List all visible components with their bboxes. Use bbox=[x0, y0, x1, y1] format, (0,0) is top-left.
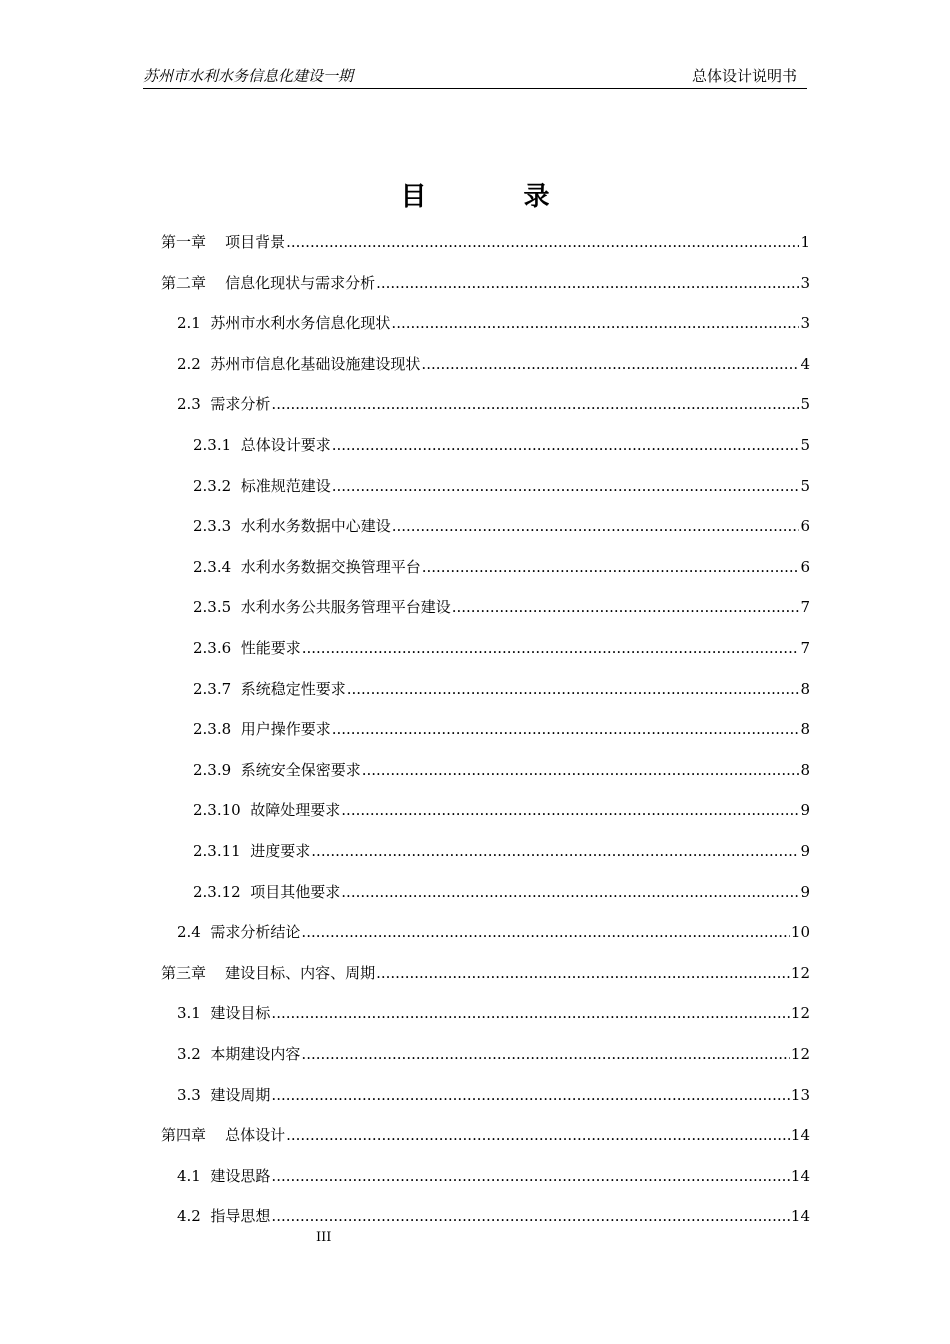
toc-entry-number: 2.1 bbox=[177, 314, 201, 333]
toc-entry-page: 8 bbox=[800, 679, 810, 698]
toc-entry[interactable] bbox=[161, 1124, 810, 1146]
toc-entry[interactable] bbox=[193, 799, 810, 821]
toc-entry-page: 5 bbox=[800, 476, 810, 495]
toc-entry-page: 5 bbox=[800, 436, 810, 454]
toc-entry[interactable] bbox=[177, 1002, 810, 1024]
toc-entry-title: 本期建设内容 bbox=[210, 1045, 301, 1063]
toc-entry-page: 8 bbox=[800, 720, 810, 739]
toc-entry-title: 总体设计 bbox=[225, 1126, 286, 1145]
toc-dot-leader bbox=[392, 515, 800, 537]
toc-dot-leader bbox=[271, 1002, 789, 1024]
toc-entry-page: 14 bbox=[790, 1207, 810, 1226]
toc-entry-page: 7 bbox=[800, 598, 810, 617]
toc-title: 目 录 bbox=[400, 182, 594, 212]
toc-entry-number: 2.3.9 bbox=[193, 760, 232, 779]
toc-dot-leader bbox=[347, 678, 800, 700]
toc-entry[interactable] bbox=[177, 353, 810, 375]
header-document-title: 苏州市水利水务信息化建设一期 bbox=[143, 67, 354, 85]
toc-entry-title: 指导思想 bbox=[210, 1207, 271, 1226]
toc-entry-number: 2.3.7 bbox=[193, 679, 232, 698]
toc-entry-page: 9 bbox=[800, 842, 810, 860]
toc-dot-leader bbox=[376, 272, 799, 294]
toc-entry[interactable] bbox=[161, 962, 810, 984]
toc-entry-title: 苏州市水利水务信息化现状 bbox=[210, 314, 391, 333]
toc-entry[interactable] bbox=[161, 231, 810, 253]
toc-dot-leader bbox=[301, 1043, 789, 1065]
toc-entry[interactable] bbox=[193, 637, 810, 659]
toc-dot-leader bbox=[271, 1205, 789, 1227]
toc-entry[interactable] bbox=[177, 393, 810, 415]
toc-entry-number: 2.3.12 bbox=[193, 882, 241, 901]
toc-entry[interactable] bbox=[193, 596, 810, 618]
toc-dot-leader bbox=[286, 231, 799, 253]
toc-entry-title: 系统安全保密要求 bbox=[240, 760, 361, 779]
toc-dot-leader bbox=[332, 718, 800, 740]
toc-dot-leader bbox=[341, 799, 799, 821]
toc-entry[interactable] bbox=[193, 718, 810, 740]
toc-entry-number: 2.3.10 bbox=[193, 801, 241, 820]
toc-entry-number: 4.1 bbox=[177, 1166, 201, 1185]
toc-entry-number: 2.4 bbox=[177, 923, 201, 942]
toc-entry-title: 苏州市信息化基础设施建设现状 bbox=[210, 354, 421, 373]
toc-entry[interactable] bbox=[177, 312, 810, 334]
toc-entry-page: 7 bbox=[800, 639, 810, 657]
toc-entry-page: 9 bbox=[800, 801, 810, 820]
toc-entry-number: 2.3.6 bbox=[193, 639, 232, 657]
toc-entry[interactable] bbox=[177, 1165, 810, 1187]
toc-entry[interactable] bbox=[193, 678, 810, 700]
toc-dot-leader bbox=[376, 962, 790, 984]
toc-entry-number: 2.3.2 bbox=[193, 476, 232, 495]
toc-entry[interactable] bbox=[193, 556, 810, 578]
toc-entry[interactable] bbox=[193, 515, 810, 537]
toc-entry-page: 8 bbox=[800, 760, 810, 779]
toc-entry-title: 故障处理要求 bbox=[250, 801, 341, 820]
toc-entry-title: 标准规范建设 bbox=[240, 476, 331, 495]
toc-entry-title: 水利水务数据交换管理平台 bbox=[240, 557, 421, 576]
toc-entry-number: 第四章 bbox=[161, 1126, 207, 1145]
toc-dot-leader bbox=[332, 434, 800, 456]
toc-entry-number: 第三章 bbox=[161, 963, 207, 982]
toc-entry-title: 建设目标 bbox=[210, 1004, 271, 1023]
toc-dot-leader bbox=[421, 353, 799, 375]
toc-dot-leader bbox=[311, 840, 799, 862]
toc-entry-title: 总体设计要求 bbox=[240, 436, 331, 454]
toc-entry-number: 2.3.11 bbox=[193, 842, 241, 860]
toc-entry-number: 2.3.4 bbox=[193, 557, 232, 576]
toc-entry-title: 性能要求 bbox=[240, 639, 301, 657]
toc-entry[interactable] bbox=[177, 1205, 810, 1227]
toc-entry[interactable] bbox=[193, 434, 810, 456]
toc-entry-page: 1 bbox=[800, 233, 810, 251]
toc-entry-title: 水利水务公共服务管理平台建设 bbox=[240, 598, 451, 617]
toc-entry-number: 2.3 bbox=[177, 395, 201, 414]
toc-entry-number: 3.1 bbox=[177, 1004, 201, 1023]
toc-entry-title: 需求分析结论 bbox=[210, 923, 301, 942]
toc-entry-title: 系统稳定性要求 bbox=[240, 679, 346, 698]
toc-dot-leader bbox=[286, 1124, 790, 1146]
toc-entry-title: 信息化现状与需求分析 bbox=[225, 273, 376, 292]
toc-entry-page: 12 bbox=[790, 963, 810, 982]
toc-entry-title: 项目其他要求 bbox=[250, 882, 341, 901]
toc-dot-leader bbox=[301, 921, 789, 943]
toc-entry[interactable] bbox=[177, 1043, 810, 1065]
toc-entry-number: 3.2 bbox=[177, 1045, 201, 1063]
toc-entry-number: 2.2 bbox=[177, 354, 201, 373]
toc-entry[interactable] bbox=[177, 1084, 810, 1106]
toc-entry-page: 9 bbox=[800, 882, 810, 901]
toc-entry-page: 6 bbox=[800, 517, 810, 536]
toc-entry[interactable] bbox=[161, 272, 810, 294]
header-document-type: 总体设计说明书 bbox=[691, 67, 797, 85]
toc-dot-leader bbox=[271, 1165, 789, 1187]
toc-entry[interactable] bbox=[193, 759, 810, 781]
toc-dot-leader bbox=[271, 393, 799, 415]
toc-entry-page: 12 bbox=[790, 1004, 810, 1023]
toc-dot-leader bbox=[332, 475, 800, 497]
toc-entry-title: 需求分析 bbox=[210, 395, 271, 414]
page-header bbox=[143, 66, 807, 89]
toc-entry-number: 2.3.3 bbox=[193, 517, 232, 536]
toc-entry-number: 第一章 bbox=[161, 233, 207, 251]
toc-entry-number: 2.3.8 bbox=[193, 720, 232, 739]
toc-dot-leader bbox=[362, 759, 800, 781]
toc-entry-page: 5 bbox=[800, 395, 810, 414]
toc-entry-number: 4.2 bbox=[177, 1207, 201, 1226]
toc-entry-page: 3 bbox=[800, 273, 810, 292]
toc-entry-title: 项目背景 bbox=[225, 233, 286, 251]
toc-entry-number: 3.3 bbox=[177, 1085, 201, 1104]
toc-entry-title: 进度要求 bbox=[250, 842, 311, 860]
toc-dot-leader bbox=[341, 881, 799, 903]
toc-entry-title: 建设周期 bbox=[210, 1085, 271, 1104]
toc-entry-page: 13 bbox=[790, 1085, 810, 1104]
toc-entry-number: 2.3.5 bbox=[193, 598, 232, 617]
toc-entry-page: 14 bbox=[790, 1166, 810, 1185]
page-number: III bbox=[316, 1230, 332, 1245]
toc-entry-title: 用户操作要求 bbox=[240, 720, 331, 739]
toc-dot-leader bbox=[271, 1084, 789, 1106]
toc-entry[interactable] bbox=[193, 840, 810, 862]
toc-entry-title: 建设目标、内容、周期 bbox=[225, 963, 376, 982]
toc-entry-number: 第二章 bbox=[161, 273, 207, 292]
toc-entry-page: 4 bbox=[800, 354, 810, 373]
toc-dot-leader bbox=[422, 556, 800, 578]
toc-dot-leader bbox=[391, 312, 799, 334]
toc-entry[interactable] bbox=[193, 475, 810, 497]
toc-entry-page: 10 bbox=[790, 923, 810, 942]
toc-entry[interactable] bbox=[177, 921, 810, 943]
toc-entry-page: 14 bbox=[790, 1126, 810, 1145]
toc-entry-title: 水利水务数据中心建设 bbox=[240, 517, 391, 536]
toc-dot-leader bbox=[452, 596, 800, 618]
toc-entry-page: 6 bbox=[800, 557, 810, 576]
toc-entry-page: 12 bbox=[790, 1045, 810, 1063]
toc-entry-page: 3 bbox=[800, 314, 810, 333]
toc-dot-leader bbox=[302, 637, 800, 659]
toc-entry-number: 2.3.1 bbox=[193, 436, 232, 454]
toc-entry-title: 建设思路 bbox=[210, 1166, 271, 1185]
toc-entry[interactable] bbox=[193, 881, 810, 903]
